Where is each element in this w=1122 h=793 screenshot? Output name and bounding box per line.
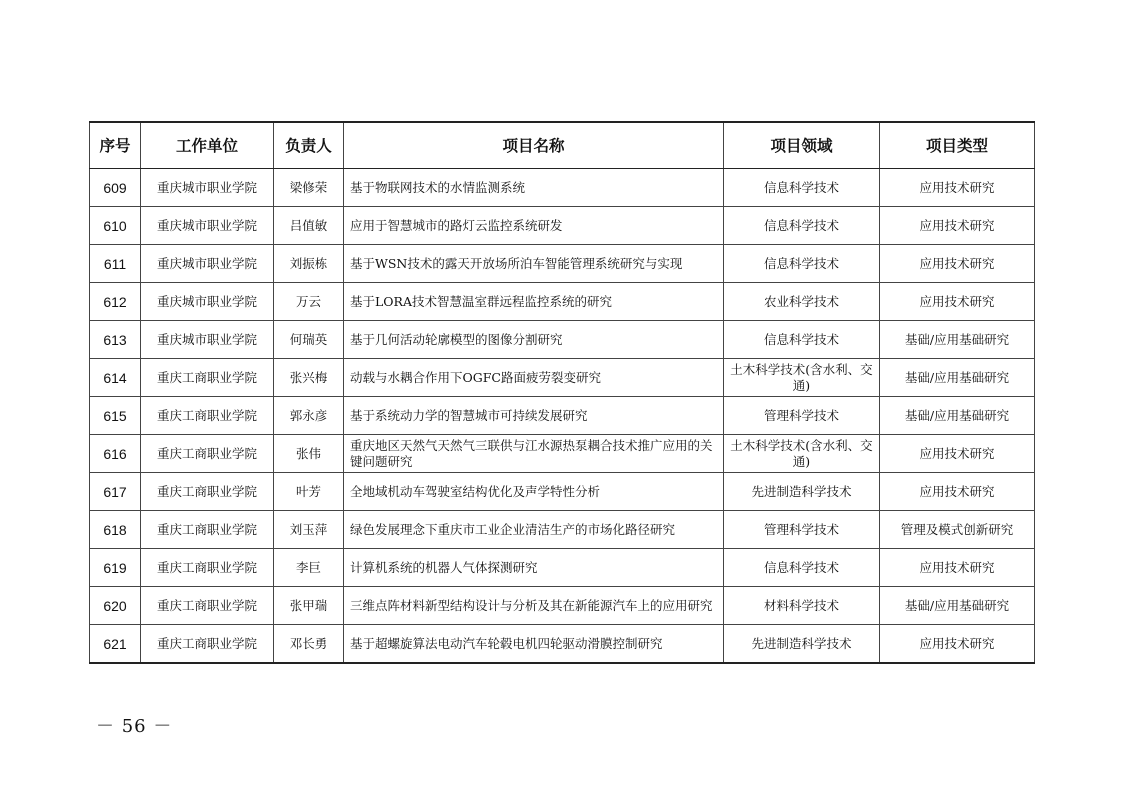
cell-project-name: 基于超螺旋算法电动汽车轮毂电机四轮驱动滑膜控制研究 <box>344 625 724 664</box>
cell-project-name: 应用于智慧城市的路灯云监控系统研发 <box>344 207 724 245</box>
cell-project-name: 绿色发展理念下重庆市工业企业清洁生产的市场化路径研究 <box>344 511 724 549</box>
cell-serial-number: 613 <box>90 321 141 359</box>
cell-work-unit: 重庆城市职业学院 <box>141 207 274 245</box>
cell-project-type: 应用技术研究 <box>880 245 1035 283</box>
cell-project-type: 应用技术研究 <box>880 207 1035 245</box>
cell-work-unit: 重庆工商职业学院 <box>141 625 274 664</box>
table-row <box>90 435 1035 473</box>
cell-person-in-charge: 郭永彦 <box>274 397 344 435</box>
cell-project-type: 应用技术研究 <box>880 283 1035 321</box>
table-row <box>90 397 1035 435</box>
table-row <box>90 625 1035 664</box>
cell-serial-number: 617 <box>90 473 141 511</box>
cell-project-field: 先进制造科学技术 <box>724 625 880 664</box>
cell-project-field: 管理科学技术 <box>724 397 880 435</box>
projects-table <box>89 121 1035 664</box>
header-project-field: 项目领域 <box>724 122 880 169</box>
table-row <box>90 207 1035 245</box>
cell-serial-number: 615 <box>90 397 141 435</box>
table-row <box>90 169 1035 207</box>
cell-serial-number: 620 <box>90 587 141 625</box>
cell-project-type: 应用技术研究 <box>880 473 1035 511</box>
cell-serial-number: 621 <box>90 625 141 664</box>
cell-work-unit: 重庆工商职业学院 <box>141 473 274 511</box>
cell-project-name: 基于几何活动轮廓模型的图像分割研究 <box>344 321 724 359</box>
table-row <box>90 587 1035 625</box>
cell-project-field: 管理科学技术 <box>724 511 880 549</box>
cell-project-name: 计算机系统的机器人气体探测研究 <box>344 549 724 587</box>
cell-project-type: 应用技术研究 <box>880 549 1035 587</box>
cell-project-field: 先进制造科学技术 <box>724 473 880 511</box>
cell-project-field: 土木科学技术(含水利、交通) <box>724 359 880 397</box>
cell-person-in-charge: 张兴梅 <box>274 359 344 397</box>
cell-project-field: 信息科学技术 <box>724 549 880 587</box>
table-row <box>90 321 1035 359</box>
cell-project-name: 三维点阵材料新型结构设计与分析及其在新能源汽车上的应用研究 <box>344 587 724 625</box>
cell-project-name: 基于系统动力学的智慧城市可持续发展研究 <box>344 397 724 435</box>
cell-serial-number: 618 <box>90 511 141 549</box>
table-row <box>90 359 1035 397</box>
cell-project-type: 基础/应用基础研究 <box>880 359 1035 397</box>
cell-serial-number: 616 <box>90 435 141 473</box>
cell-project-type: 基础/应用基础研究 <box>880 397 1035 435</box>
cell-project-type: 基础/应用基础研究 <box>880 321 1035 359</box>
cell-person-in-charge: 刘振栋 <box>274 245 344 283</box>
cell-serial-number: 612 <box>90 283 141 321</box>
cell-project-type: 应用技术研究 <box>880 435 1035 473</box>
cell-project-field: 农业科学技术 <box>724 283 880 321</box>
cell-serial-number: 609 <box>90 169 141 207</box>
header-project-type: 项目类型 <box>880 122 1035 169</box>
cell-project-type: 管理及模式创新研究 <box>880 511 1035 549</box>
table-row <box>90 473 1035 511</box>
cell-work-unit: 重庆城市职业学院 <box>141 321 274 359</box>
cell-project-field: 土木科学技术(含水利、交通) <box>724 435 880 473</box>
header-work-unit: 工作单位 <box>141 122 274 169</box>
header-person-in-charge: 负责人 <box>274 122 344 169</box>
cell-project-name: 基于WSN技术的露天开放场所泊车智能管理系统研究与实现 <box>344 245 724 283</box>
cell-work-unit: 重庆工商职业学院 <box>141 435 274 473</box>
cell-work-unit: 重庆工商职业学院 <box>141 587 274 625</box>
cell-work-unit: 重庆工商职业学院 <box>141 359 274 397</box>
cell-person-in-charge: 张伟 <box>274 435 344 473</box>
cell-person-in-charge: 万云 <box>274 283 344 321</box>
header-serial-number: 序号 <box>90 122 141 169</box>
cell-work-unit: 重庆工商职业学院 <box>141 511 274 549</box>
cell-person-in-charge: 刘玉萍 <box>274 511 344 549</box>
cell-serial-number: 614 <box>90 359 141 397</box>
cell-work-unit: 重庆城市职业学院 <box>141 245 274 283</box>
cell-person-in-charge: 张甲瑞 <box>274 587 344 625</box>
table-header-row <box>90 122 1035 169</box>
cell-person-in-charge: 梁修荣 <box>274 169 344 207</box>
cell-person-in-charge: 李巨 <box>274 549 344 587</box>
cell-person-in-charge: 邓长勇 <box>274 625 344 664</box>
cell-serial-number: 611 <box>90 245 141 283</box>
table-row <box>90 245 1035 283</box>
cell-project-name: 动载与水耦合作用下OGFC路面疲劳裂变研究 <box>344 359 724 397</box>
table-row <box>90 283 1035 321</box>
cell-person-in-charge: 吕值敏 <box>274 207 344 245</box>
cell-project-type: 基础/应用基础研究 <box>880 587 1035 625</box>
header-project-name: 项目名称 <box>344 122 724 169</box>
cell-work-unit: 重庆城市职业学院 <box>141 283 274 321</box>
cell-project-name: 基于LORA技术智慧温室群远程监控系统的研究 <box>344 283 724 321</box>
cell-project-name: 重庆地区天然气天然气三联供与江水源热泵耦合技术推广应用的关键问题研究 <box>344 435 724 473</box>
cell-project-field: 材料科学技术 <box>724 587 880 625</box>
table-row <box>90 511 1035 549</box>
cell-project-name: 基于物联网技术的水情监测系统 <box>344 169 724 207</box>
table-row <box>90 549 1035 587</box>
cell-work-unit: 重庆工商职业学院 <box>141 397 274 435</box>
cell-project-field: 信息科学技术 <box>724 207 880 245</box>
page-number: － 56 － <box>96 716 173 737</box>
cell-serial-number: 610 <box>90 207 141 245</box>
cell-work-unit: 重庆工商职业学院 <box>141 549 274 587</box>
cell-project-type: 应用技术研究 <box>880 169 1035 207</box>
cell-work-unit: 重庆城市职业学院 <box>141 169 274 207</box>
cell-project-name: 全地域机动车驾驶室结构优化及声学特性分析 <box>344 473 724 511</box>
cell-person-in-charge: 叶芳 <box>274 473 344 511</box>
cell-serial-number: 619 <box>90 549 141 587</box>
cell-person-in-charge: 何瑞英 <box>274 321 344 359</box>
cell-project-field: 信息科学技术 <box>724 321 880 359</box>
cell-project-field: 信息科学技术 <box>724 169 880 207</box>
cell-project-type: 应用技术研究 <box>880 625 1035 664</box>
cell-project-field: 信息科学技术 <box>724 245 880 283</box>
